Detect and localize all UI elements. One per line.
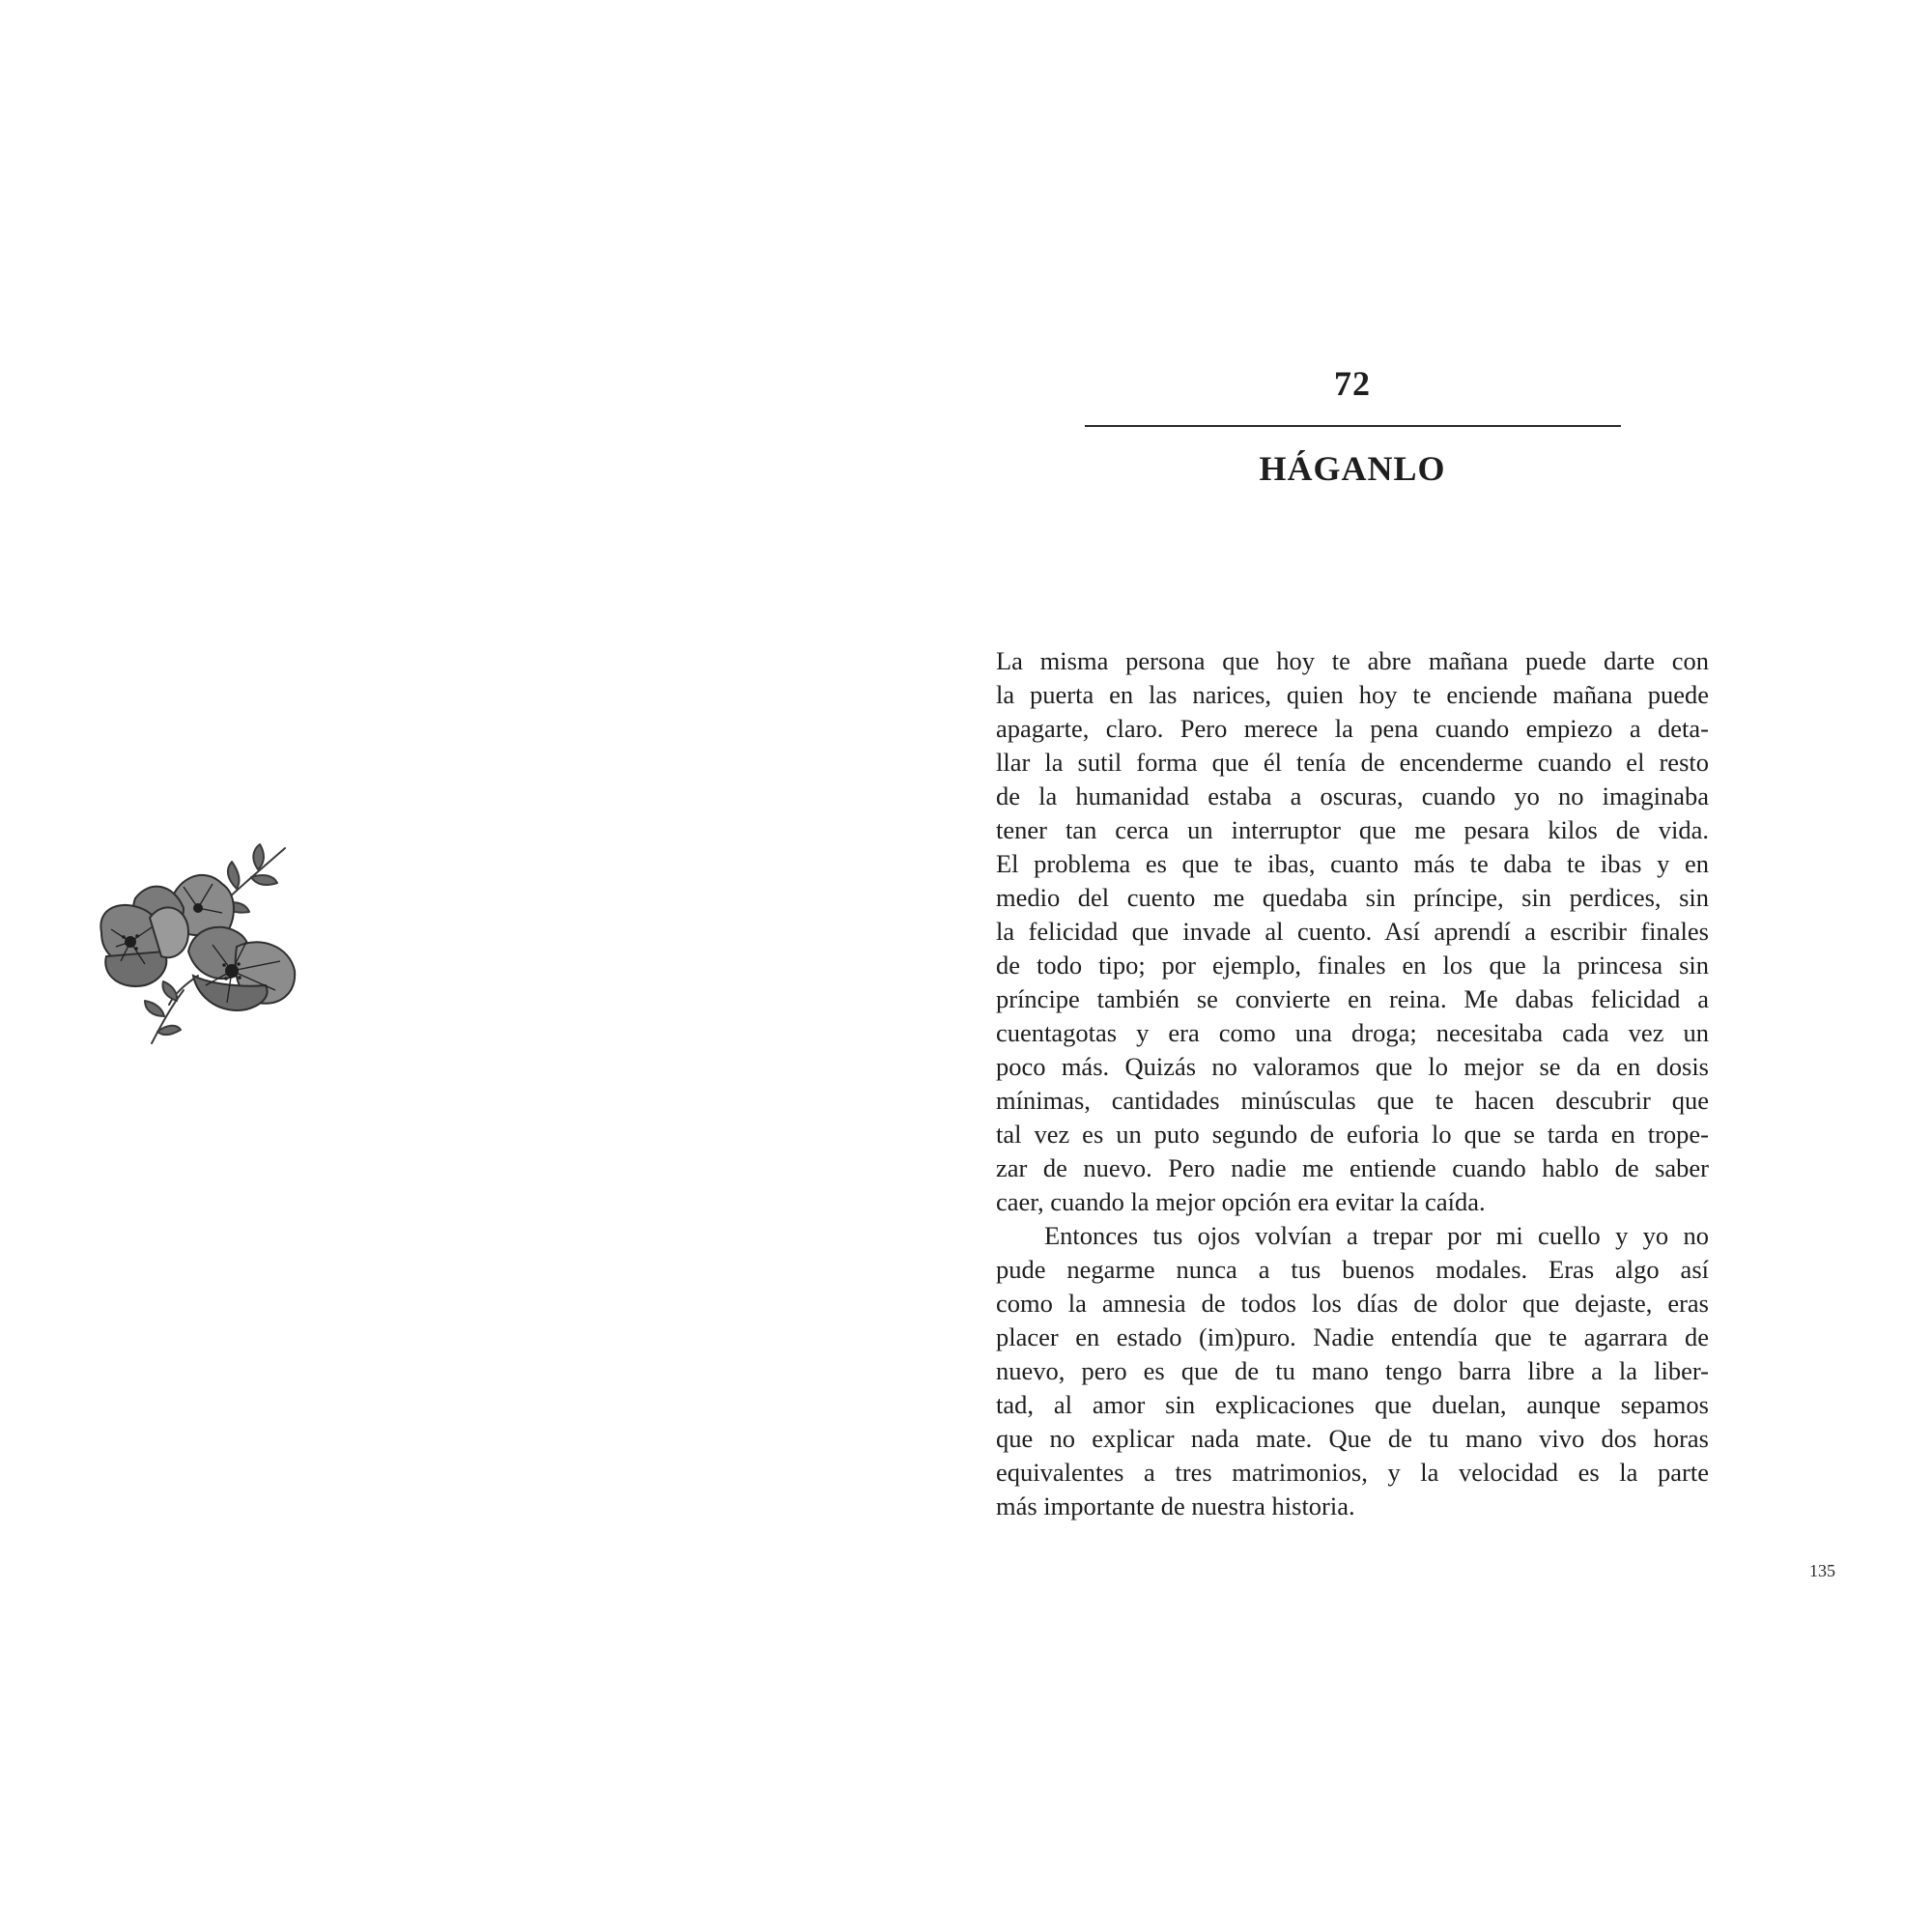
text-line: equivalentes a tres matrimonios, y la velocidad es la parte: [996, 1458, 1709, 1487]
text-line: tener tan cerca un interruptor que me pesara kilos de vida.: [996, 815, 1709, 844]
text-line: la felicidad que invade al cuento. Así aprendí a escribir finales: [996, 917, 1709, 946]
text-line: la puerta en las narices, quien hoy te enciende mañana puede: [996, 680, 1709, 709]
text-line: tad, al amor sin explicaciones que duelan, aunque sepamos: [996, 1390, 1709, 1419]
chapter-number: 72: [1334, 364, 1371, 403]
text-line: de la humanidad estaba a oscuras, cuando yo no imaginaba: [996, 781, 1709, 810]
text-line: más importante de nuestra historia.: [996, 1492, 1355, 1520]
text-line: llar la sutil forma que él tenía de encenderme cuando el resto: [996, 748, 1709, 777]
text-line: caer, cuando la mejor opción era evitar la caída.: [996, 1187, 1486, 1216]
text-line: La misma persona que hoy te abre mañana puede darte con: [996, 646, 1709, 675]
title-divider: [1085, 425, 1621, 427]
chapter-title: HÁGANLO: [1259, 449, 1446, 488]
text-line: zar de nuevo. Pero nadie me entiende cuando hablo de saber: [996, 1153, 1709, 1182]
text-line: apagarte, claro. Pero merece la pena cuando empiezo a deta-: [996, 714, 1709, 743]
text-line: tal vez es un puto segundo de euforia lo que se tarda en trope-: [996, 1120, 1709, 1149]
text-line: poco más. Quizás no valoramos que lo mejor se da en dosis: [996, 1052, 1709, 1081]
text-line: príncipe también se convierte en reina. Me dabas felicidad a: [996, 984, 1709, 1013]
page-number: 135: [1809, 1561, 1835, 1580]
text-line: nuevo, pero es que de tu mano tengo barra libre a la liber-: [996, 1356, 1709, 1385]
text-line: placer en estado (im)puro. Nadie entendía que te agarrara de: [996, 1322, 1709, 1351]
text-line: Entonces tus ojos volvían a trepar por mi cuello y yo no: [1044, 1221, 1709, 1250]
text-line: pude negarme nunca a tus buenos modales. Eras algo así: [996, 1255, 1709, 1284]
text-line: medio del cuento me quedaba sin príncipe, sin perdices, sin: [996, 883, 1709, 912]
flower-icon: [92, 840, 324, 1053]
text-line: mínimas, cantidades minúsculas que te hacen descubrir que: [996, 1086, 1709, 1115]
body-text: [996, 644, 1709, 1523]
text-line: cuentagotas y era como una droga; necesitaba cada vez un: [996, 1018, 1709, 1047]
text-line: como la amnesia de todos los días de dolor que dejaste, eras: [996, 1289, 1709, 1318]
text-line: de todo tipo; por ejemplo, finales en los que la princesa sin: [996, 951, 1709, 980]
text-line: El problema es que te ibas, cuanto más te daba te ibas y en: [996, 849, 1709, 878]
text-line: que no explicar nada mate. Que de tu mano vivo dos horas: [996, 1424, 1709, 1453]
